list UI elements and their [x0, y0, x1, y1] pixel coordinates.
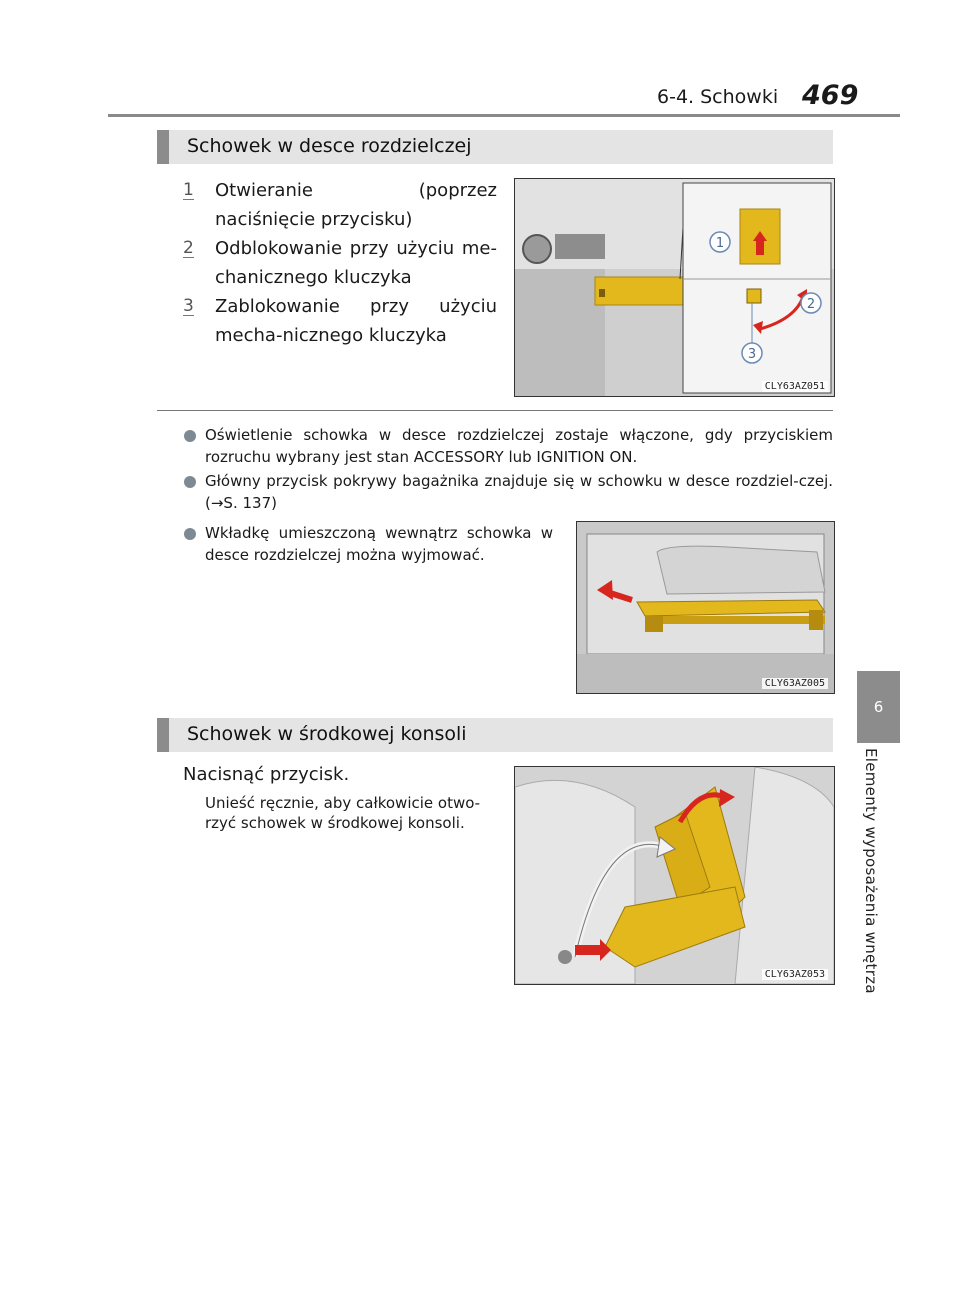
note-illumination: Oświetlenie schowka w desce rozdzielczej zostaje włączone, gdy przyciskiem rozruchu wybrany jest stan ACCESSORY lub IGNITION ON.	[205, 426, 833, 466]
step-text-2: Odblokowanie przy użyciu me-chanicznego kluczyka	[215, 238, 497, 288]
console-note-text: Unieść ręcznie, aby całkowicie otwo-rzyć schowek w środkowej konsoli.	[205, 794, 481, 832]
section-title-bar-glovebox	[157, 130, 833, 164]
note-removable-insert: Wkładkę umieszczoną wewnątrz schowka w desce rozdzielczej można wyjmować.	[205, 524, 553, 564]
page-number: 469	[802, 80, 859, 111]
step-number-3: 3	[183, 296, 194, 316]
figure-callout-3: 3	[747, 347, 757, 362]
figure-code-console: CLY63AZ053	[762, 969, 828, 980]
figure-code-glovebox: CLY63AZ051	[762, 381, 828, 392]
step-text-1: Otwieranie (poprzez naciśnięcie przycisku)	[215, 180, 497, 230]
divider-rule	[157, 410, 833, 411]
step-number-2: 2	[183, 238, 194, 258]
figure-code-tray: CLY63AZ005	[762, 678, 828, 689]
section-title-console: Schowek w środkowej konsoli	[187, 723, 467, 745]
step-text-3: Zablokowanie przy użyciu mecha-nicznego kluczyka	[215, 296, 497, 346]
console-box-illustration	[514, 766, 835, 985]
glovebox-illustration	[514, 178, 835, 397]
bullet-dot	[184, 528, 196, 540]
console-drawing	[515, 767, 834, 984]
step-number-1: 1	[183, 180, 194, 200]
running-header-section: 6-4. Schowki	[657, 86, 779, 108]
figure-callout-2: 2	[806, 297, 816, 312]
figure-callout-1: 1	[715, 236, 725, 251]
chapter-tab-number: 6	[873, 698, 884, 716]
header-rule	[108, 114, 900, 117]
chapter-tab-label: Elementy wyposażenia wnętrza	[862, 748, 880, 994]
bullet-dot	[184, 430, 196, 442]
glovebox-drawing	[515, 179, 834, 396]
bullet-dot	[184, 476, 196, 488]
note-trunk-button: Główny przycisk pokrywy bagażnika znajduje się w schowku w desce rozdziel-czej. (→S. 137)	[205, 472, 833, 512]
console-step-text: Nacisnąć przycisk.	[183, 764, 350, 785]
section-title-bar-console	[157, 718, 833, 752]
section-title-glovebox: Schowek w desce rozdzielczej	[187, 135, 472, 157]
tray-drawing	[577, 522, 834, 693]
glovebox-tray-illustration	[576, 521, 835, 694]
